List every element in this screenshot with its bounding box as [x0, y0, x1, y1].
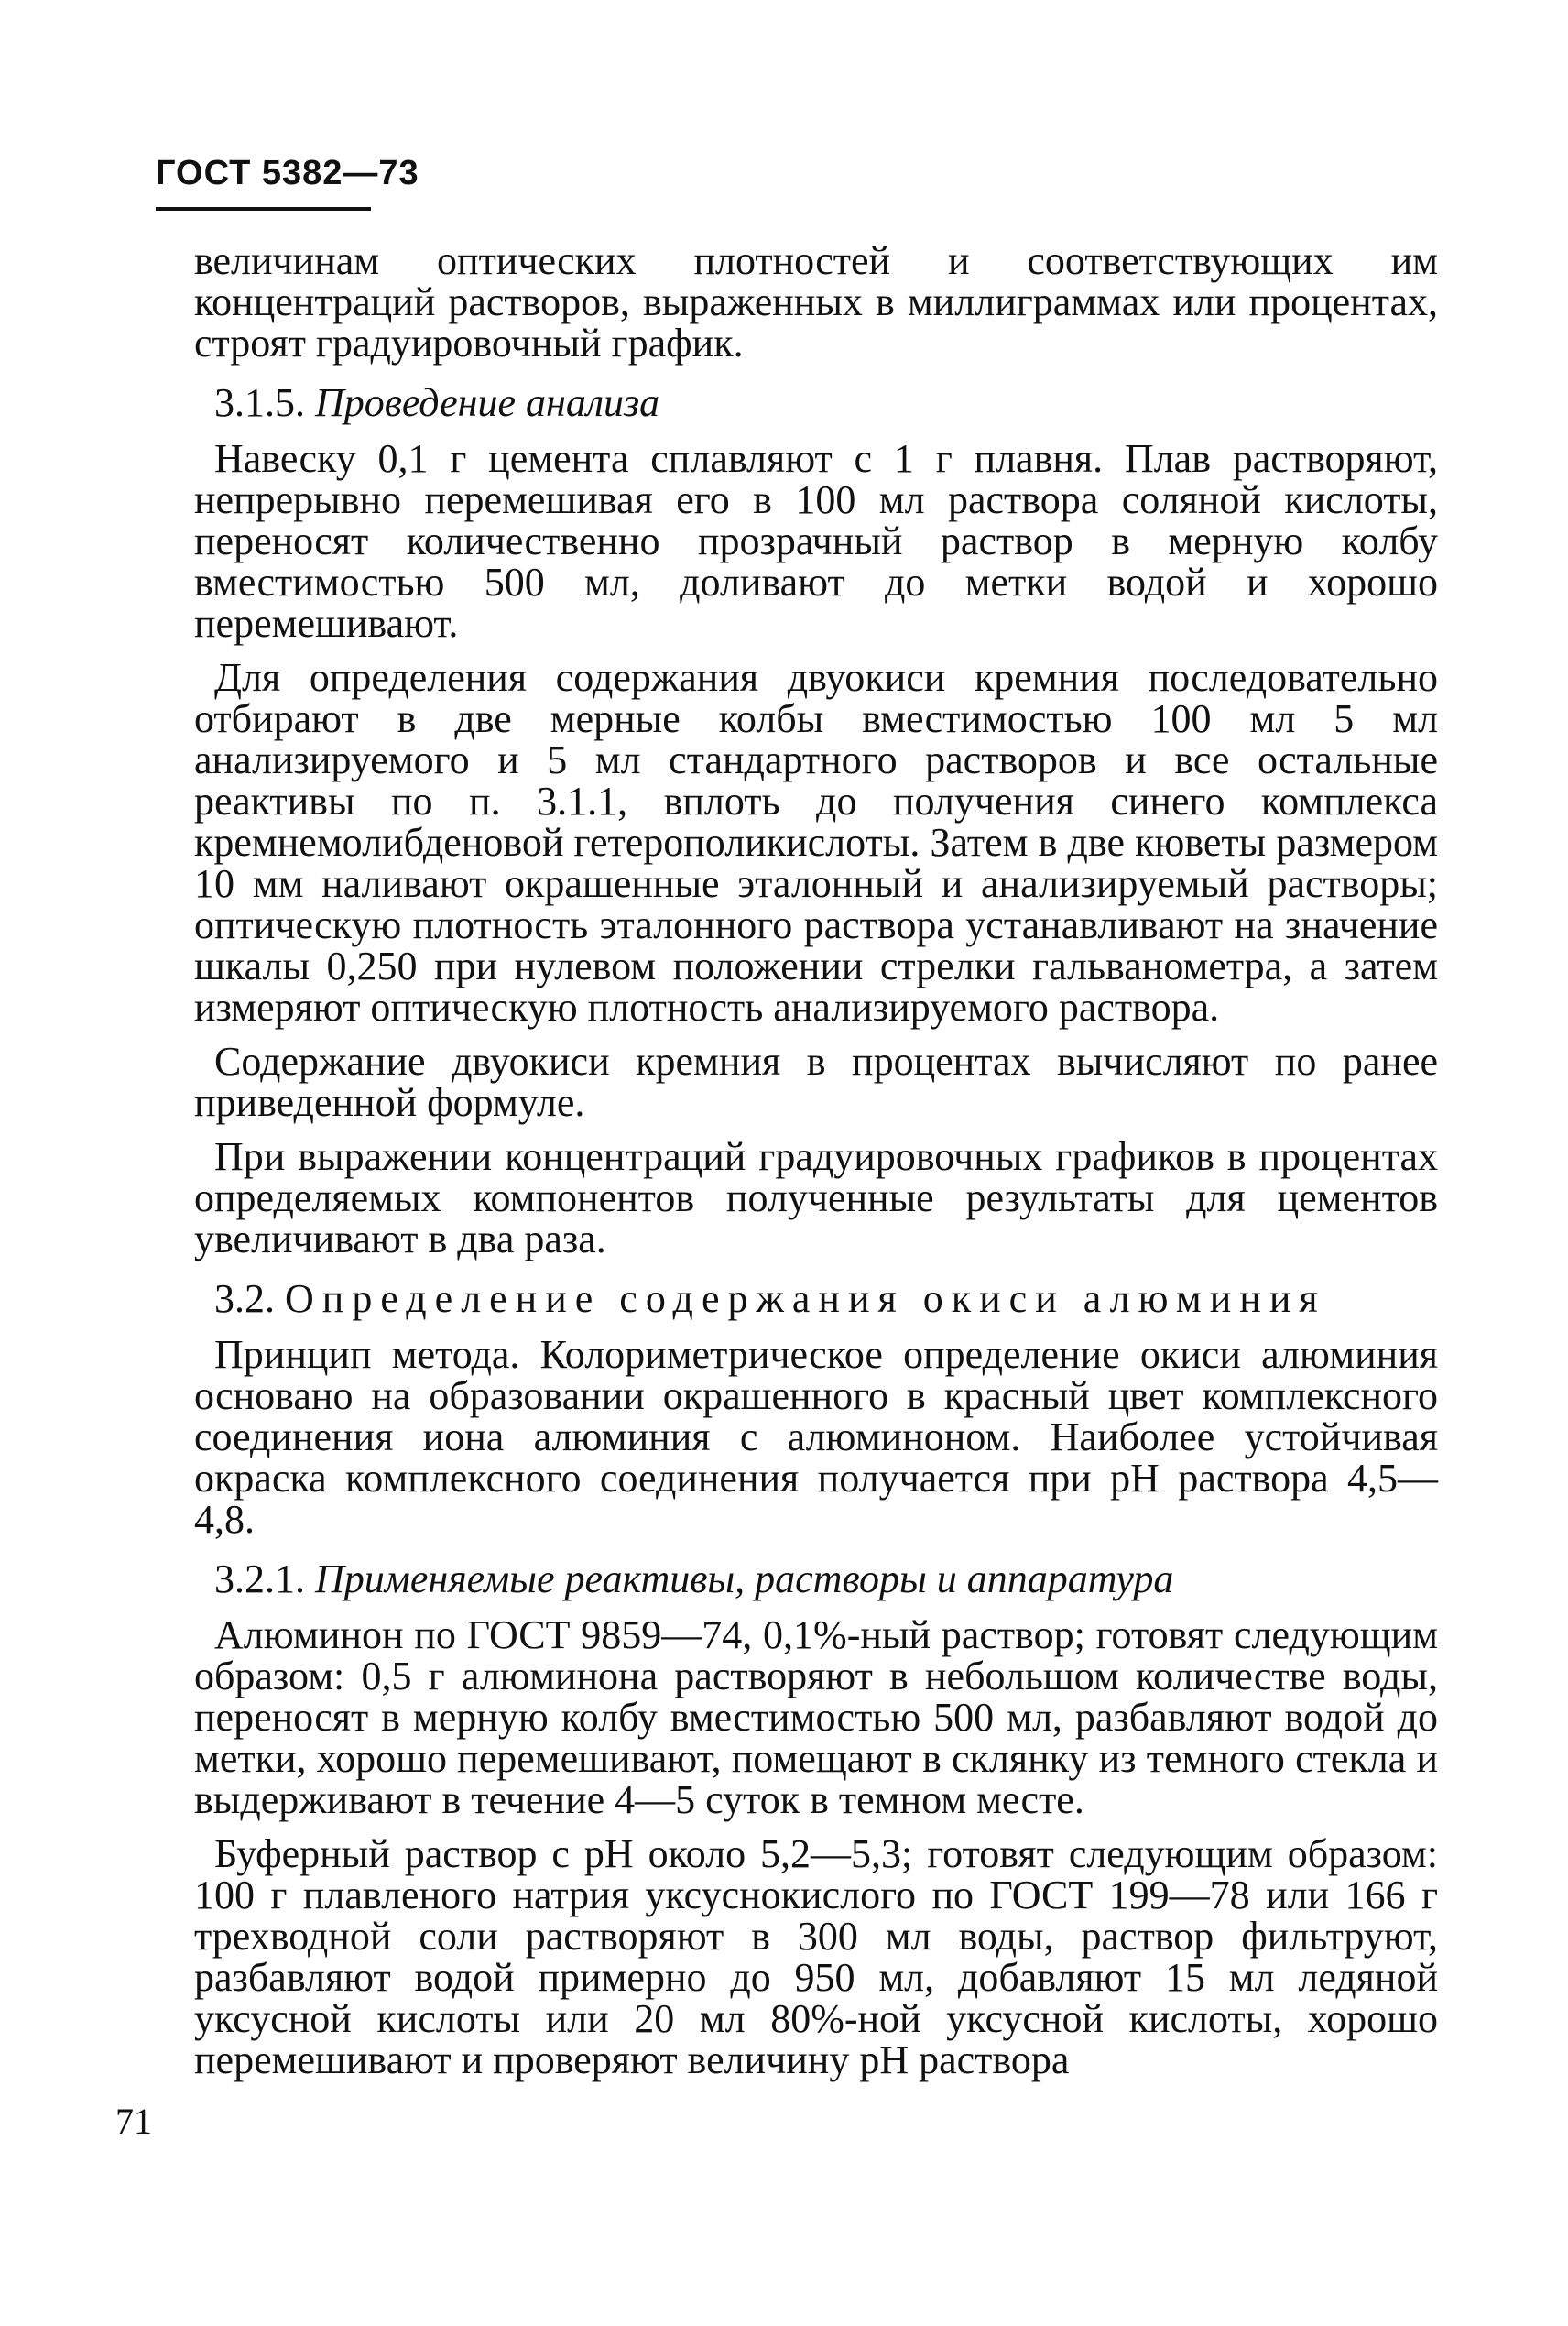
section-heading-3-1-5: [214, 382, 1438, 423]
section-number: 3.2.: [214, 1276, 275, 1321]
paragraph-silica-content: Содержание двуокиси кремния в процентах вычисляют по ранее приведенной формуле.: [194, 1039, 1438, 1125]
paragraph-method-principle: Принцип метода. Колориметрическое определение окиси алюминия основано на образовании окрашенного в красный цвет комплексного соединения иона алюминия с алюминоном. Наиболее устойчивая окраска комплексного соединения получается при pH раствора 4,5—4,8.: [194, 1332, 1438, 1542]
document-header: ГОСТ 5382—73: [156, 154, 419, 192]
paragraph-sample-fusion: Навеску 0,1 г цемента сплавляют с 1 г плавня. Плав растворяют, непрерывно перемешивая его в 100 мл раствора соляной кислоты, переносят количественно прозрачный раствор в мерную колбу вместимостью 500 мл, доливают до метки водой и хорошо перемешивают.: [194, 436, 1438, 646]
paragraph-aluminon-reagent: Алюминон по ГОСТ 9859—74, 0,1%-ный раствор; готовят следующим образом: 0,5 г алюминона растворяют в небольшом количестве воды, переносят в мерную колбу вместимостью 500 мл, разбавляют водой до метки, хорошо перемешивают, помещают в склянку из темного стекла и выдерживают в течение 4—5 суток в темном месте.: [194, 1612, 1438, 1822]
section-number: 3.1.5.: [214, 380, 305, 425]
paragraph-calibration-note: При выражении концентраций градуировочных графиков в процентах определяемых компонентов полученные результаты для цементов увеличивают в два раза.: [194, 1134, 1438, 1261]
header-rule: [156, 207, 371, 211]
document-body: [194, 240, 1438, 2080]
paragraph-silica-determination: Для определения содержания двуокиси кремния последовательно отбирают в две мерные колбы вместимостью 100 мл 5 мл анализируемого и 5 мл стандартного растворов и все остальные реактивы по п. 3.1.1, вплоть до получения синего комплекса кремнемолибденовой гетерополикислоты. Затем в две кюветы размером 10 мм наливают окрашенные эталонный и анализируемый растворы; оптическую плотность эталонного раствора устанавливают на значение шкалы 0,250 при нулевом положении стрелки гальванометра, а затем измеряют оптическую плотность анализируемого раствора.: [194, 655, 1438, 1030]
section-title: Проведение анализа: [315, 380, 660, 425]
section-number: 3.2.1.: [214, 1556, 305, 1601]
paragraph-buffer-solution: Буферный раствор с pH около 5,2—5,3; готовят следующим образом: 100 г плавленого натрия уксуснокислого по ГОСТ 199—78 или 166 г трехводной соли растворяют в 300 мл воды, раствор фильтруют, разбавляют водой примерно до 950 мл, добавляют 15 мл ледяной уксусной кислоты или 20 мл 80%-ной уксусной кислоты, хорошо перемешивают и проверяют величину pH раствора: [194, 1831, 1438, 2082]
section-heading-3-2: [214, 1278, 1438, 1319]
section-title: Применяемые реактивы, растворы и аппаратура: [315, 1556, 1174, 1601]
section-heading-3-2-1: [214, 1558, 1438, 1600]
paragraph-continuation: величинам оптических плотностей и соответствующих им концентраций растворов, выраженных в миллиграммах или процентах, строят градуировочный график.: [194, 238, 1438, 366]
section-title: Определение содержания окиси алюминия: [285, 1276, 1326, 1321]
page-number: 71: [115, 2101, 152, 2142]
